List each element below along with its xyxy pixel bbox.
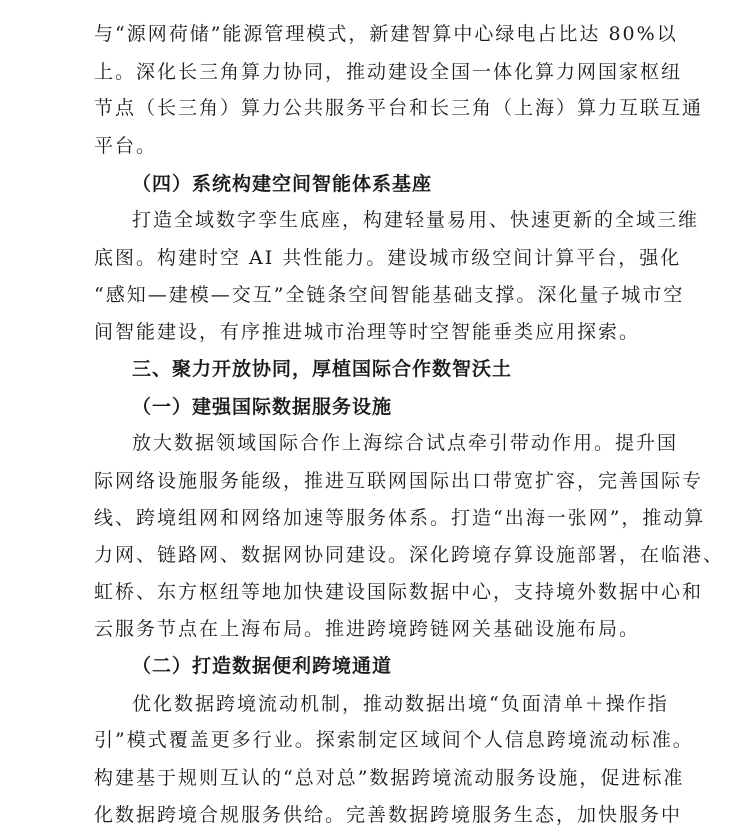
paragraph-line: “感知—建模—交互”全链条空间智能基础支撑。深化量子城市空	[94, 283, 685, 306]
paragraph-line: 构建基于规则互认的“总对总”数据跨境流动服务设施，促进标准	[94, 767, 685, 790]
paragraph-line: 上。深化长三角算力协同，推动建设全国一体化算力网国家枢纽	[94, 60, 683, 83]
paragraph-line: 与“源网荷储”能源管理模式，新建智算中心绿电占比达 80%以	[94, 23, 678, 46]
paragraph-line: 放大数据领域国际合作上海综合试点牵引带动作用。提升国	[132, 432, 679, 455]
paragraph-line: 底图。构建时空 AI 共性能力。建设城市级空间计算平台，强化	[94, 246, 682, 269]
paragraph-line: 引”模式覆盖更多行业。探索制定区域间个人信息跨境流动标准。	[94, 729, 694, 752]
section-heading-4: （四）系统构建空间智能体系基座	[132, 172, 433, 195]
paragraph-line: 优化数据跨境流动机制，推动数据出境“负面清单＋操作指	[132, 692, 669, 715]
paragraph-line: 际网络设施服务能级，推进互联网国际出口带宽扩容，完善国际专	[94, 469, 704, 492]
paragraph-line: 云服务节点在上海布局。推进跨境跨链网关基础设施布局。	[94, 618, 641, 641]
paragraph-line: 力网、链路网、数据网协同建设。深化跨境存算设施部署，在临港、	[94, 544, 725, 567]
paragraph-line: 打造全域数字孪生底座，构建轻量易用、快速更新的全域三维	[132, 209, 700, 232]
paragraph-line: 节点（长三角）算力公共服务平台和长三角（上海）算力互联互通	[94, 97, 704, 120]
chapter-heading-3: 三、聚力开放协同，厚植国际合作数智沃土	[132, 357, 513, 380]
paragraph-line: 化数据跨境合规服务供给。完善数据跨境服务生态，加快服务中	[94, 803, 683, 826]
paragraph-line: 线、跨境组网和网络加速等服务体系。打造“出海一张网”，推动算	[94, 506, 706, 529]
section-heading-1: （一）建强国际数据服务设施	[132, 395, 393, 418]
section-heading-2: （二）打造数据便利跨境通道	[132, 655, 393, 678]
paragraph-line: 平台。	[94, 135, 158, 158]
paragraph-line: 间智能建设，有序推进城市治理等时空智能垂类应用探索。	[94, 321, 641, 344]
paragraph-line: 虹桥、东方枢纽等地加快建设国际数据中心，支持境外数据中心和	[94, 580, 704, 603]
